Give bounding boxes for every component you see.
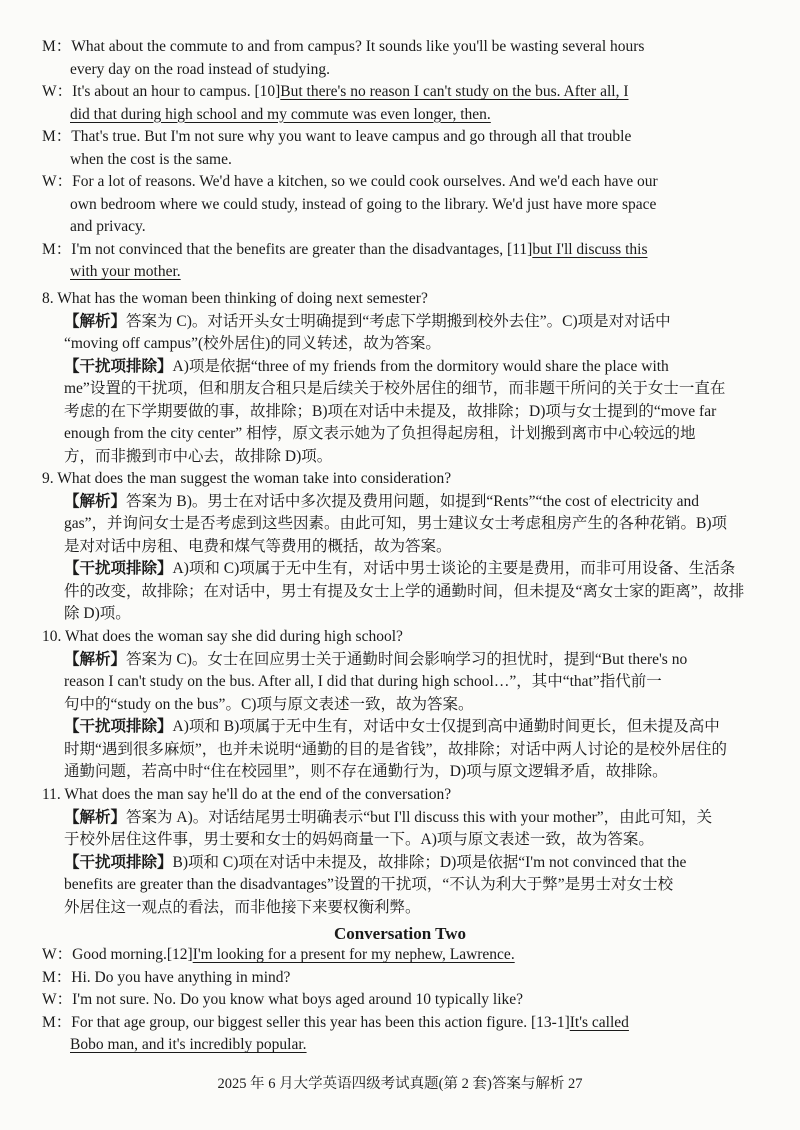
dialogue-line <box>42 59 760 82</box>
distractor-tag: 【干扰项排除】 <box>64 853 173 871</box>
distractor-text: 除 D)项。 <box>64 605 131 622</box>
analysis-line <box>42 311 760 334</box>
underlined-answer-text: with your mother. <box>70 263 181 280</box>
distractor-line <box>42 897 760 920</box>
analysis-text: gas”，并询问女士是否考虑到这些因素。由此可知，男士建议女士考虑租房产生的各种花销。B)项 <box>64 515 728 532</box>
analysis-line <box>42 536 760 559</box>
analysis-text: 答案为 A)。对话结尾男士明确表示“but I'll discuss this with your mother”，由此可知，关 <box>126 808 713 826</box>
analysis-line <box>42 807 760 830</box>
dialogue-text: I'm not sure. No. Do you know what boys aged around 10 typically like? <box>72 991 524 1008</box>
underlined-answer-text: But there's no reason I can't study on the bus. After all, I <box>280 83 629 100</box>
dialogue-text: It's about an hour to campus. [10] <box>72 83 281 100</box>
distractor-line <box>42 852 760 875</box>
dialogue-line <box>42 81 760 104</box>
dialogue-one <box>42 36 760 284</box>
question-10 <box>42 626 760 784</box>
distractor-line <box>42 761 760 784</box>
dialogue-two <box>42 944 760 1057</box>
distractor-text: 外居住这一观点的看法，而非他接下来要权衡利弊。 <box>64 898 421 916</box>
dialogue-line <box>42 104 760 127</box>
distractor-line <box>42 739 760 762</box>
analysis-tag: 【解析】 <box>64 492 127 510</box>
distractor-text: 时期“遇到很多麻烦”，也并未说明“通勤的目的是省钱”，故排除；对话中两人讨论的是校外居住的 <box>64 740 728 758</box>
underlined-answer-text: It's called <box>569 1013 629 1031</box>
distractor-text: A)项和 B)项属于无中生有，对话中女士仅提到高中通勤时间更长，但未提及高中 <box>172 718 720 735</box>
question-11 <box>42 784 760 919</box>
distractor-line <box>42 581 760 604</box>
analysis-line <box>42 694 760 717</box>
analysis-text: 答案为 C)。对话开头女士明确提到“考虑下学期搬到校外去住”。C)项是对对话中 <box>126 312 671 330</box>
distractor-text: 件的改变，故排除；在对话中，男士有提及女士上学的通勤时间，但未提及“离女士家的距离”，故排 <box>64 582 745 600</box>
speaker-label: W： <box>42 991 73 1008</box>
dialogue-text: and privacy. <box>70 218 146 235</box>
underlined-answer-text: but I'll discuss this <box>532 240 648 258</box>
distractor-text: me”设置的干扰项，但和朋友合租只是后续关于校外居住的细节，而非题干所问的关于女士一直在 <box>64 380 726 397</box>
dialogue-line <box>42 194 760 217</box>
speaker-label: M： <box>42 240 72 258</box>
question-text: 10. What does the woman say she did during high school? <box>42 628 403 645</box>
dialogue-text: own bedroom where we could study, instead of going to the library. We'd just have more space <box>70 195 657 213</box>
distractor-text: benefits are greater than the disadvantages”设置的干扰项，“不认为利大于弊”是男士对女士校 <box>64 876 674 893</box>
analysis-text: “moving off campus”(校外居住)的同义转述，故为答案。 <box>64 335 441 352</box>
dialogue-text: when the cost is the same. <box>70 150 232 168</box>
analysis-text: 于校外居住这件事，男士要和女士的妈妈商量一下。A)项与原文表述一致，故为答案。 <box>64 831 654 848</box>
distractor-text: enough from the city center” 相悖，原文表示她为了负担得起房租，计划搬到离市中心较远的地 <box>64 425 696 442</box>
dialogue-text: What about the commute to and from campus? It sounds like you'll be wasting several hours <box>71 38 645 55</box>
analysis-tag: 【解析】 <box>64 808 127 826</box>
analysis-text: 句中的“study on the bus”。C)项与原文表述一致，故为答案。 <box>64 695 474 713</box>
distractor-text: A)项是依据“three of my friends from the dormitory would share the place with <box>172 357 669 375</box>
underlined-answer-text: I'm looking for a present for my nephew, Lawrence. <box>192 946 515 963</box>
distractor-line <box>42 446 760 469</box>
analysis-text: 答案为 B)。男士在对话中多次提及费用问题，如提到“Rents”“the cost of electricity and <box>126 492 699 510</box>
question-text: 9. What does the man suggest the woman take into consideration? <box>42 470 452 487</box>
dialogue-line <box>42 1012 760 1035</box>
dialogue-line <box>42 216 760 239</box>
dialogue-text: For that age group, our biggest seller this year has been this action figure. [13-1] <box>71 1013 570 1031</box>
distractor-text: 考虑的在下学期要做的事，故排除；B)项在对话中未提及，故排除；D)项与女士提到的“move far <box>64 402 717 420</box>
speaker-label: W： <box>42 83 73 100</box>
distractor-line <box>42 401 760 424</box>
dialogue-text: For a lot of reasons. We'd have a kitchen, so we could cook ourselves. And we'd each have our <box>72 173 658 190</box>
analysis-line <box>42 829 760 852</box>
distractor-line <box>42 603 760 626</box>
analysis-text: reason I can't study on the bus. After all, I did that during high school…”，其中“that”指代前一 <box>64 673 662 690</box>
question-9 <box>42 468 760 626</box>
conversation-two-title: Conversation Two <box>333 924 467 943</box>
distractor-line <box>42 558 760 581</box>
speaker-label: M： <box>42 968 72 986</box>
dialogue-line <box>42 239 760 262</box>
distractor-tag: 【干扰项排除】 <box>64 357 173 375</box>
question-text: 8. What has the woman been thinking of doing next semester? <box>42 290 428 307</box>
question-text: 11. What does the man say he'll do at the end of the conversation? <box>42 786 452 803</box>
speaker-label: M： <box>42 38 72 55</box>
dialogue-line <box>42 261 760 284</box>
distractor-text: 方，而非搬到市中心去，故排除 D)项。 <box>64 447 333 465</box>
dialogue-line <box>42 171 760 194</box>
distractor-line <box>42 716 760 739</box>
analysis-line <box>42 333 760 356</box>
analysis-tag: 【解析】 <box>64 650 127 668</box>
analysis-line <box>42 491 760 514</box>
dialogue-line <box>42 989 760 1012</box>
distractor-line <box>42 356 760 379</box>
speaker-label: M： <box>42 128 72 145</box>
underlined-answer-text: Bobo man, and it's incredibly popular. <box>70 1036 307 1053</box>
distractor-text: A)项和 C)项属于无中生有，对话中男士谈论的主要是费用，而非可用设备、生活条 <box>172 560 736 577</box>
dialogue-line <box>42 1034 760 1057</box>
underlined-answer-text: did that during high school and my commute was even longer, then. <box>70 105 491 123</box>
analysis-text: 是对对话中房租、电费和煤气等费用的概括，故为答案。 <box>64 537 452 555</box>
distractor-text: 通勤问题，若高中时“住在校园里”，则不存在通勤行为，D)项与原文逻辑矛盾，故排除。 <box>64 763 668 780</box>
analysis-line <box>42 513 760 536</box>
question-8 <box>42 288 760 468</box>
distractor-line <box>42 874 760 897</box>
analysis-line <box>42 671 760 694</box>
dialogue-line <box>42 36 760 59</box>
analysis-text: 答案为 C)。女士在回应男士关于通勤时间会影响学习的担忧时，提到“But there's no <box>126 650 688 668</box>
dialogue-line <box>42 967 760 990</box>
distractor-line <box>42 378 760 401</box>
distractor-line <box>42 423 760 446</box>
speaker-label: W： <box>42 173 73 190</box>
dialogue-text: I'm not convinced that the benefits are greater than the disadvantages, [11] <box>71 240 533 258</box>
dialogue-text: Hi. Do you have anything in mind? <box>71 968 291 986</box>
dialogue-text: That's true. But I'm not sure why you want to leave campus and go through all that trouble <box>71 128 632 145</box>
dialogue-line <box>42 126 760 149</box>
distractor-tag: 【干扰项排除】 <box>64 718 173 735</box>
speaker-label: W： <box>42 946 73 963</box>
analysis-tag: 【解析】 <box>64 312 127 330</box>
dialogue-text: every day on the road instead of studying. <box>70 60 330 78</box>
distractor-text: B)项和 C)项在对话中未提及，故排除；D)项是依据“I'm not convinced that the <box>172 853 687 871</box>
dialogue-line <box>42 149 760 172</box>
page-footer: 2025 年 6 月大学英语四级考试真题(第 2 套)答案与解析 27 <box>217 1076 583 1092</box>
distractor-tag: 【干扰项排除】 <box>64 560 173 577</box>
dialogue-line <box>42 944 760 967</box>
dialogue-text: Good morning.[12] <box>72 946 193 963</box>
analysis-line <box>42 649 760 672</box>
speaker-label: M： <box>42 1013 72 1031</box>
